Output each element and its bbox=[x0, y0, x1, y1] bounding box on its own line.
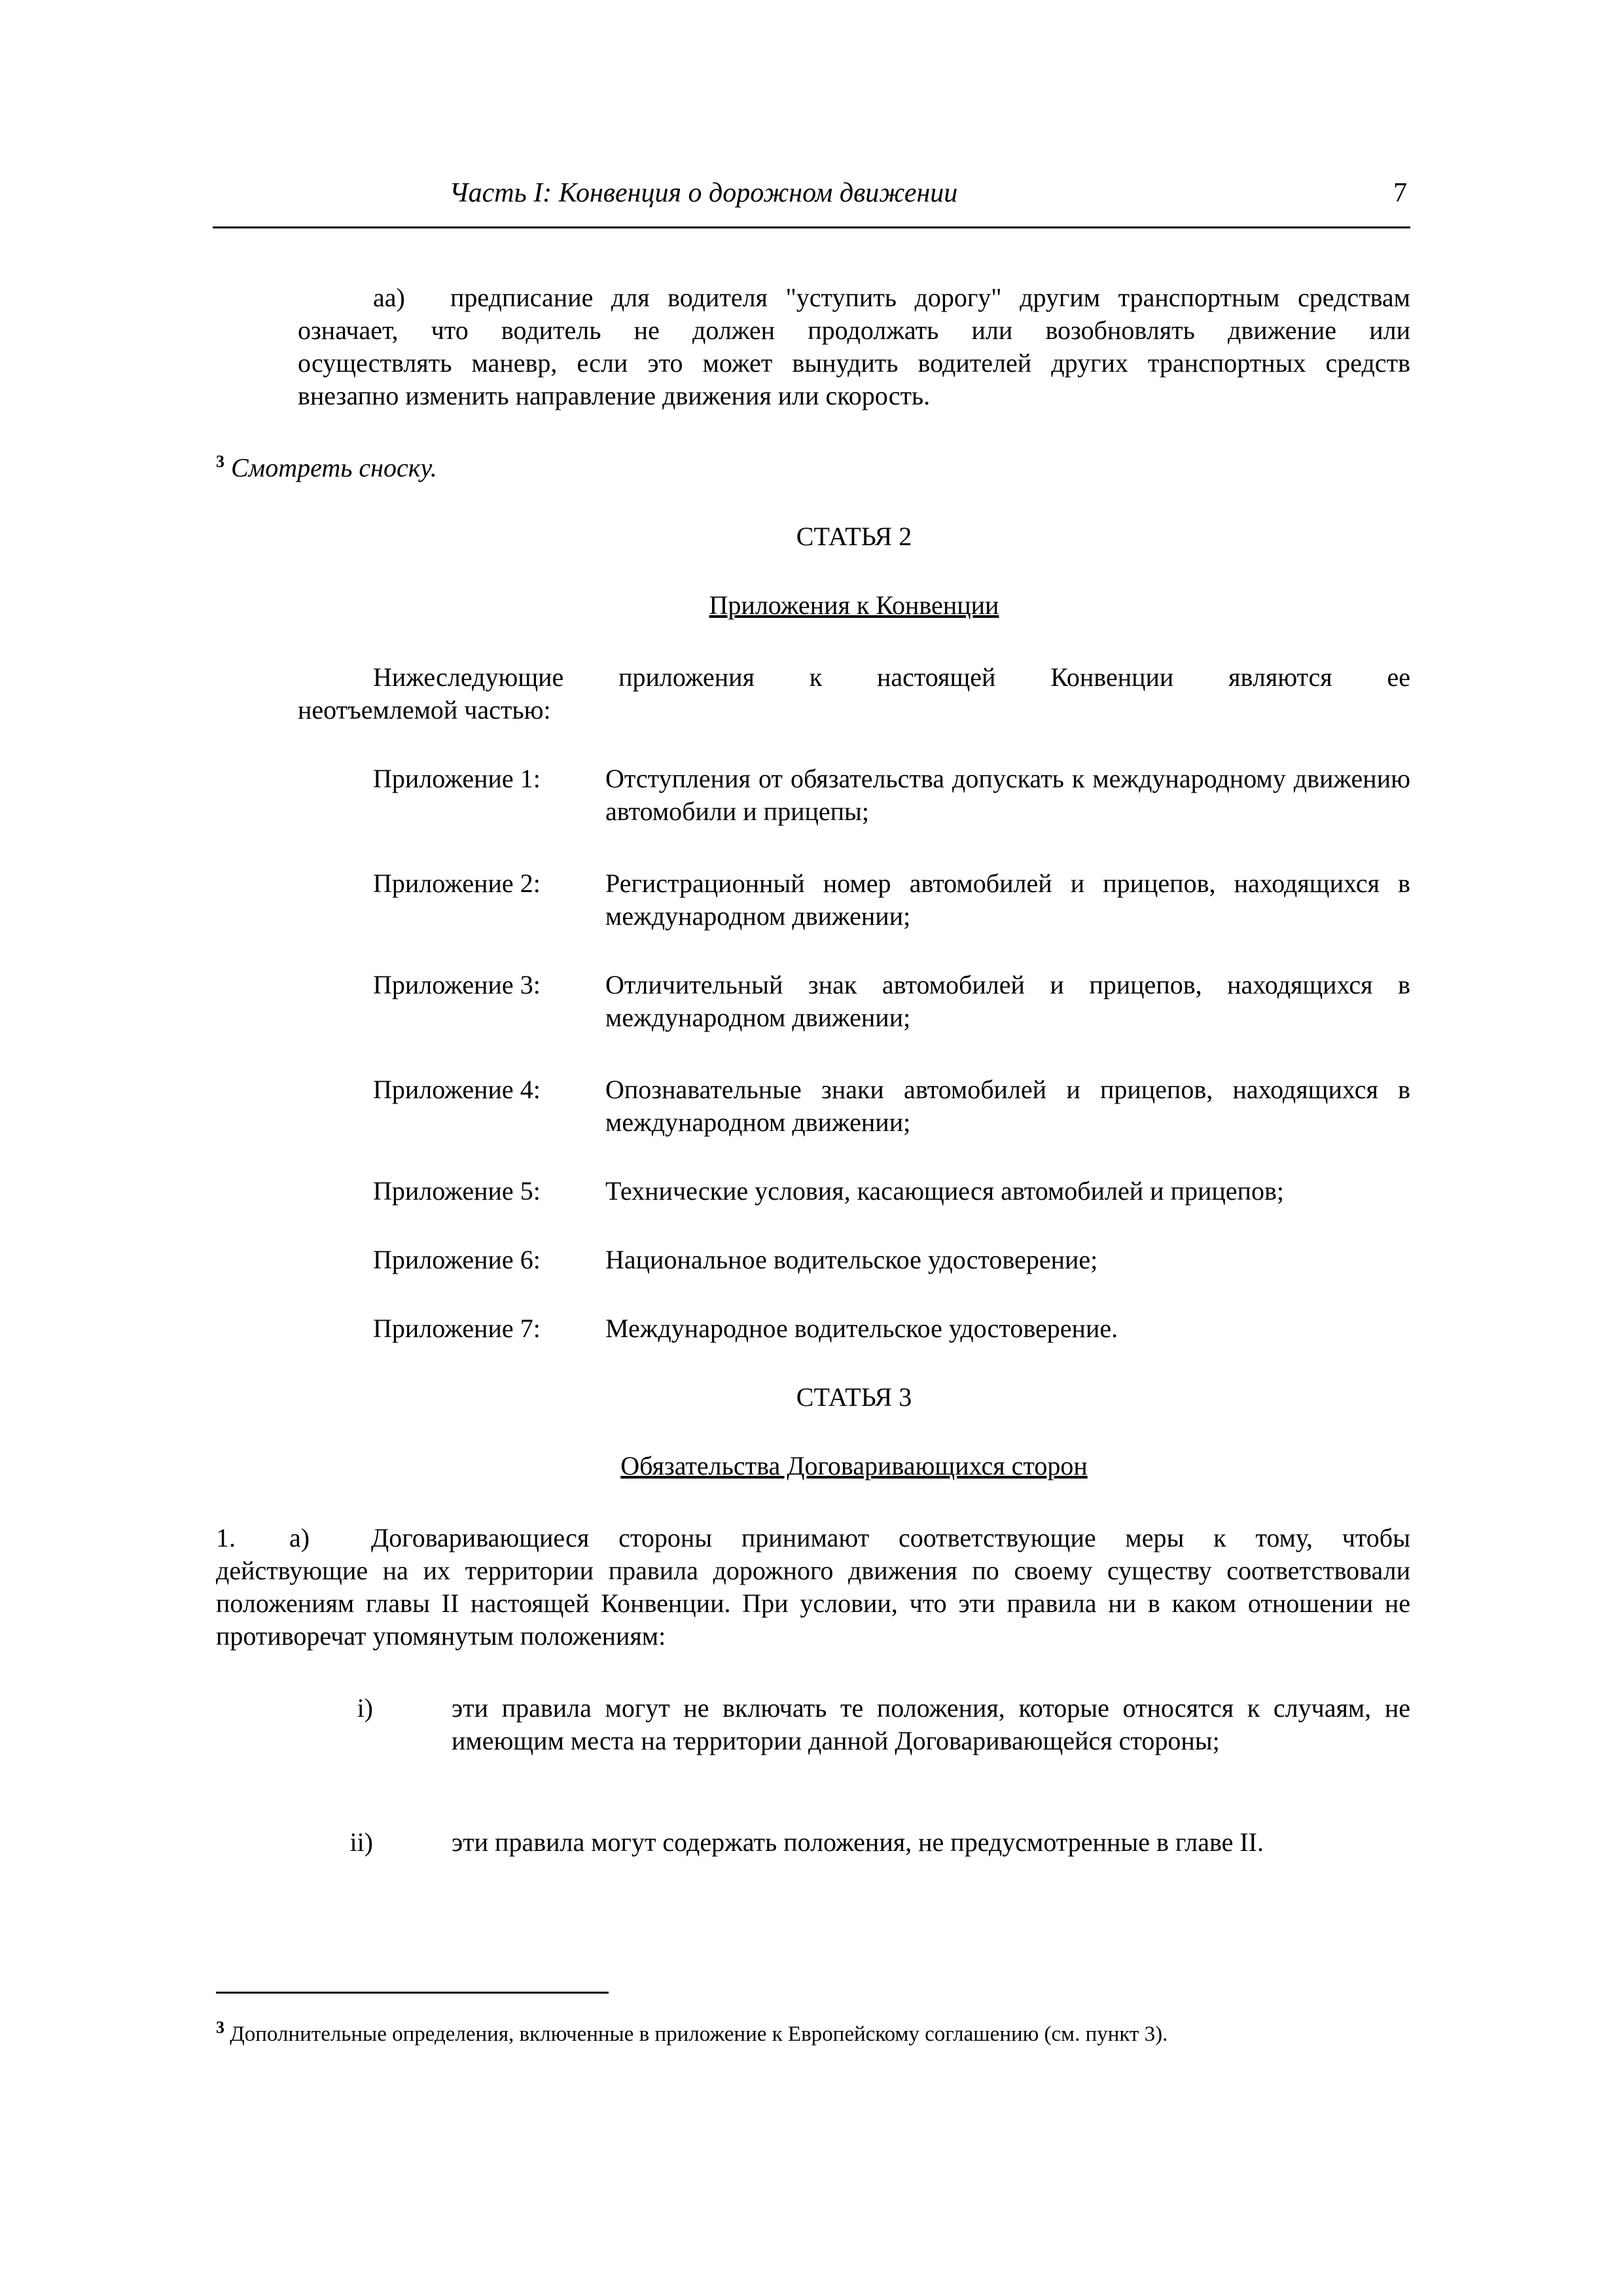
footnote-marker: 3 bbox=[216, 452, 224, 471]
annex-text: Регистрационный номер автомобилей и прицепов, находящихся в международном движении; bbox=[605, 869, 1410, 931]
annex-label: Приложение 6: bbox=[373, 1245, 541, 1274]
footnote-divider bbox=[216, 1992, 609, 1994]
see-footnote-text: Смотреть сноску. bbox=[231, 453, 437, 482]
annex-label: Приложение 5: bbox=[373, 1176, 541, 1206]
article3-para-number: 1. bbox=[216, 1523, 236, 1552]
article3-title bbox=[298, 1450, 1410, 1482]
footnote-number: 3 bbox=[216, 2018, 224, 2037]
definition-aa-line2: означает, что водитель не должен продолжать или возобновлять движение или bbox=[298, 315, 1410, 345]
annex-text: Опознавательные знаки автомобилей и прицепов, находящихся в международном движении; bbox=[605, 1075, 1410, 1137]
article3-heading: СТАТЬЯ 3 bbox=[796, 1382, 912, 1412]
annex-text: Отличительный знак автомобилей и прицепов, находящихся в международном движении; bbox=[605, 970, 1410, 1032]
article2-intro-line1: Нижеследующие приложения к настоящей Конвенции являются ее bbox=[373, 662, 1410, 692]
definition-aa-first-line: предписание для водителя "уступить дорогу" другим транспортным средствам bbox=[450, 283, 1410, 312]
header-divider bbox=[213, 226, 1410, 228]
article2-heading: СТАТЬЯ 2 bbox=[796, 522, 912, 551]
annex-text: Технические условия, касающиеся автомобилей и прицепов; bbox=[605, 1176, 1284, 1206]
annex-text: Национальное водительское удостоверение; bbox=[605, 1245, 1098, 1274]
article2-intro-line2: неотъемлемой частью: bbox=[298, 695, 551, 725]
article3-item-label: i) bbox=[357, 1693, 373, 1723]
article3-para-first-line bbox=[216, 1522, 1410, 1554]
annex-label: Приложение 1: bbox=[373, 764, 541, 793]
article3-item-text: эти правила могут не включать те положения, которые относятся к случаям, не имеющим места на территории данной Договаривающейся стороны; bbox=[452, 1693, 1410, 1755]
footnote-text: Дополнительные определения, включенные в приложение к Европейскому соглашению (см. пункт 3). bbox=[230, 2022, 1168, 2046]
page-number: 7 bbox=[1393, 178, 1407, 208]
definition-aa-label: aa) bbox=[373, 283, 405, 312]
article2-title-text: Приложения к Конвенции bbox=[709, 590, 999, 620]
definition-aa-line4: внезапно изменить направление движения или скорость. bbox=[298, 381, 931, 410]
article3-para-line1: Договаривающиеся стороны принимают соответствующие меры к тому, чтобы bbox=[371, 1523, 1410, 1552]
see-footnote bbox=[216, 452, 437, 484]
running-header-title: Часть I: Конвенция о дорожном движении bbox=[449, 178, 958, 208]
footnote bbox=[216, 2018, 1410, 2047]
annex-text: Международное водительское удостоверение. bbox=[605, 1314, 1118, 1343]
article3-item-text: эти правила могут содержать положения, не предусмотренные в главе II. bbox=[452, 1827, 1264, 1857]
annex-text: Отступления от обязательства допускать к международному движению автомобили и прицепы; bbox=[605, 764, 1410, 826]
article3-para-sub: a) bbox=[289, 1523, 310, 1552]
article3-para-rest: действующие на их территории правила дорожного движения по своему существу соответствовали положениям главы II настоящей Конвенции. При условии, что эти правила ни в каком отношении не противоречат упомянутым положениям: bbox=[216, 1556, 1410, 1651]
definition-aa-line1 bbox=[373, 281, 1410, 314]
annex-label: Приложение 7: bbox=[373, 1314, 541, 1343]
definition-aa-line3: осуществлять маневр, если это может вынудить водителей других транспортных средств bbox=[298, 348, 1410, 378]
annex-label: Приложение 4: bbox=[373, 1075, 541, 1104]
article3-title-text: Обязательства Договаривающихся сторон bbox=[620, 1451, 1088, 1480]
annex-label: Приложение 2: bbox=[373, 869, 541, 898]
article2-title bbox=[298, 589, 1410, 622]
article3-item-label: ii) bbox=[349, 1827, 373, 1857]
annex-label: Приложение 3: bbox=[373, 970, 541, 999]
